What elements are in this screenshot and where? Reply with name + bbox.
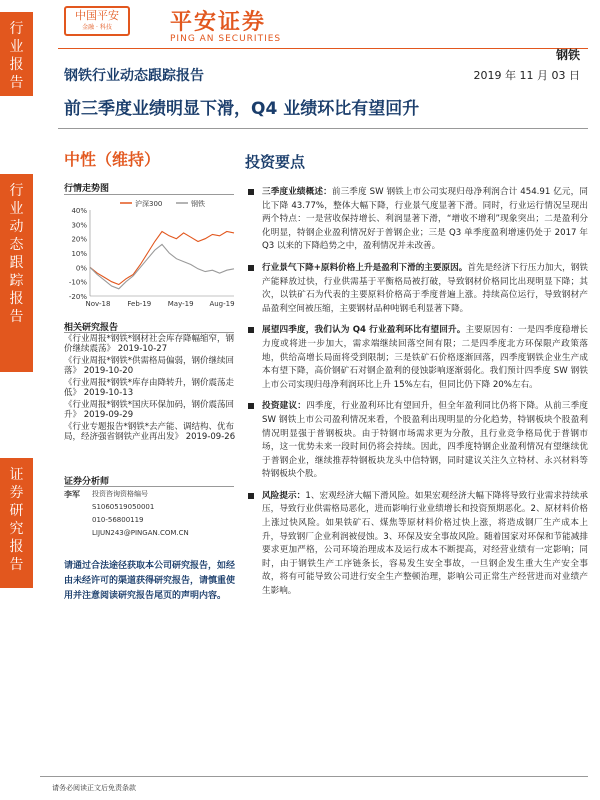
point-heading: 风险提示： bbox=[262, 490, 306, 501]
side-tab-char: 证 bbox=[9, 467, 24, 483]
headline-divider bbox=[58, 128, 588, 129]
related-item: 《行业周报*钢铁*国庆环保加码，钢价震荡回升》 2019-09-29 bbox=[64, 400, 235, 420]
ping-an-logo-text: 中国平安 bbox=[75, 9, 119, 22]
ping-an-securities-logo: 平安证券 bbox=[170, 10, 267, 35]
side-tab-char: 态 bbox=[9, 237, 24, 253]
bullet-icon bbox=[248, 403, 254, 409]
side-tab-char: 报 bbox=[9, 291, 24, 307]
analyst-name: 李军 bbox=[64, 490, 80, 499]
chart-label: 行情走势图 bbox=[64, 184, 110, 194]
analyst-title: 证券分析师 bbox=[64, 477, 110, 487]
point-decline-reason bbox=[262, 262, 588, 316]
side-tab-char: 行 bbox=[9, 183, 24, 199]
rating: 中性（维持） bbox=[64, 150, 161, 169]
analyst-license: S1060519050001 bbox=[92, 503, 155, 511]
bullet-icon bbox=[248, 265, 254, 271]
side-tab-char: 业 bbox=[9, 201, 24, 217]
side-tab-char: 告 bbox=[9, 75, 24, 91]
point-text: 四季度，行业盈利环比有望回升，但全年盈利同比仍将下降。从前三季度 SW 钢铁上市公司盈利情况来看，个股盈利出现明显的分化趋势，特钢板块个股盈利情况明显强于普钢板块。由于特钢市场需求更为分散，且行业竞争格局优于普钢市场，这一优势未来一段时间仍将会持续。因此，四季度特钢企业盈利情况有望继续优于普钢企业，继续推荐特钢板块龙头中信特钢，同时建议关注久立特材、永兴材料等特钢板块个股。 bbox=[262, 401, 588, 480]
side-tab-report-type bbox=[0, 12, 33, 96]
point-text: 首先是经济下行压力加大，钢铁产能释放过快，行业供需基于平衡格局被打破，导致钢材价格同比出现明显下降；其次，以铁矿石为代表的主要原料价格高于季度普遍上涨。持续高位运行，导致钢材产品盈利空间被压缩，主要钢材品种吨钢毛利显著下降。 bbox=[262, 262, 588, 314]
point-earnings-overview bbox=[262, 186, 588, 254]
analyst-qualification: 投资咨询资格编号 bbox=[92, 490, 148, 498]
x-tick-label: May-19 bbox=[167, 300, 194, 308]
legend-label: 沪深300 bbox=[135, 200, 163, 208]
y-tick-label: 0% bbox=[75, 264, 87, 273]
related-item: 《行业周报*钢铁*库存由降转升，钢价震荡走低》 2019-10-13 bbox=[64, 378, 235, 398]
headline: 前三季度业绩明显下滑，Q4 业绩环比有望回升 bbox=[64, 99, 420, 119]
header-divider bbox=[58, 48, 588, 49]
related-research-list bbox=[64, 334, 236, 444]
ping-an-logo bbox=[64, 6, 130, 36]
side-tab-dynamic-tracking bbox=[0, 174, 33, 372]
x-tick-label: Aug-19 bbox=[209, 300, 235, 308]
point-text: 1、宏观经济大幅下滑风险。如果宏观经济大幅下降将导致行业需求持续承压，导致行业供需格局恶化，进而影响行业业绩增长和投资预期恶化。2、原材料价格上涨过快风险。如果铁矿石、煤焦等原材料价格过快上涨，将造成钢厂生产成本上升，导致钢厂企业利润被侵蚀。3、环保及安全事故风险。随着国家对环保和节能减排要求更加严格，公司环境治理成本及运行成本不断提高，对经营业绩有一定影响；同时，由于钢铁生产工序链条长，容易发生安全事故，一旦钢企发生重大生产安全事故，将有可能导致公司进行安全生产整顿治理，影响公司正常生产经营进而对业绩产生影响。 bbox=[262, 490, 588, 597]
side-tab-char: 告 bbox=[9, 309, 24, 325]
side-tab-char: 跟 bbox=[9, 255, 24, 271]
point-investment-advice bbox=[262, 400, 588, 482]
bullet-icon bbox=[248, 493, 254, 499]
point-risk-warning bbox=[262, 490, 588, 599]
y-tick-label: 10% bbox=[71, 250, 87, 258]
report-date: 2019 年 11 月 03 日 bbox=[473, 69, 580, 82]
side-tab-char: 动 bbox=[9, 219, 24, 235]
report-type: 钢铁行业动态跟踪报告 bbox=[64, 68, 204, 84]
price-trend-chart bbox=[64, 198, 236, 316]
legend-label: 钢铁 bbox=[191, 200, 205, 208]
y-tick-label: 20% bbox=[71, 235, 87, 244]
ping-an-logo-sub: 金融 · 科技 bbox=[82, 24, 112, 31]
bullet-icon bbox=[248, 189, 254, 195]
analyst-email: LIJUN243@PINGAN.COM.CN bbox=[92, 529, 189, 537]
investment-points bbox=[262, 186, 588, 607]
side-tab-char: 研 bbox=[9, 503, 24, 519]
chart-label-divider bbox=[64, 194, 234, 195]
side-tab-char: 告 bbox=[9, 557, 24, 573]
y-tick-label: 40% bbox=[71, 207, 87, 215]
x-tick-label: Feb-19 bbox=[127, 300, 152, 308]
related-item: 《行业周报*钢铁*供需格局偏弱，钢价继续回落》 2019-10-20 bbox=[64, 356, 235, 376]
x-tick-label: Nov-18 bbox=[85, 300, 111, 308]
side-tab-char: 究 bbox=[9, 521, 24, 537]
y-tick-label: -10% bbox=[68, 278, 87, 287]
point-heading: 投资建议： bbox=[262, 401, 307, 412]
point-heading: 三季度业绩概述： bbox=[262, 187, 332, 197]
side-tab-securities-research bbox=[0, 458, 33, 588]
point-q4-outlook bbox=[262, 324, 588, 392]
ping-an-securities-english: PING AN SECURITIES bbox=[170, 34, 282, 44]
footer-note: 请务必阅读正文后免责条款 bbox=[52, 784, 136, 792]
side-tab-char: 踪 bbox=[9, 273, 24, 289]
legal-disclaimer: 请通过合法途径获取本公司研究报告，如经由未经许可的渠道获得研究报告，请慎重使用并注意阅读研究报告尾页的声明内容。 bbox=[64, 561, 236, 601]
investment-points-title: 投资要点 bbox=[245, 153, 306, 171]
y-tick-label: -20% bbox=[68, 293, 87, 301]
side-tab-char: 报 bbox=[9, 57, 24, 73]
analyst-divider bbox=[64, 486, 234, 487]
point-text: 主要原因有：一是四季度稳增长力度或将进一步加大，需求端继续回落空间有限；二是四季度北方环保限产政策落地，供给高增长局面将受到限制；三是铁矿石价格逐渐回落，四季度钢铁企业生产成本有望下降，高价钢矿石对钢企盈利的侵蚀影响逐渐弱化。我们预计四季度 SW 钢铁上市公司实现归母净利润环比上升 15%左右，但同比仍下降 20%左右。 bbox=[262, 325, 588, 390]
analyst-phone: 010-56800119 bbox=[92, 516, 144, 524]
related-item: 《行业周报*钢铁*钢材社会库存降幅缩窄，钢价继续震荡》 2019-10-27 bbox=[64, 334, 235, 354]
series-line-hs300 bbox=[90, 232, 234, 285]
point-text: 前三季度 SW 钢铁上市公司实现归母净利润合计 454.91 亿元，同比下降 43.77%，整体大幅下降，行业景气度显著下滑。同时，行业运行情况呈现出两个特点：一是营收保持增长、利润显著下滑，“增收不增利”现象突出；二是盈利分化明显，特钢企业盈利情况好于普钢企业；三是 Q3 单季度盈利增速仍处于 2017 年 Q3 以来的下降趋势之中，盈利情况并未改善。 bbox=[262, 187, 588, 252]
related-divider bbox=[64, 332, 234, 333]
bullet-icon bbox=[248, 327, 254, 333]
related-research-title: 相关研究报告 bbox=[64, 323, 119, 333]
side-tab-char: 报 bbox=[9, 539, 24, 555]
point-heading: 行业景气下降+原料价格上升是盈利下滑的主要原因。 bbox=[262, 262, 468, 273]
side-tab-char: 行 bbox=[9, 21, 24, 37]
point-heading: 展望四季度，我们认为 Q4 行业盈利环比有望回升。 bbox=[262, 325, 466, 336]
industry-label: 钢铁 bbox=[555, 48, 580, 62]
related-item: 《行业专题报告*钢铁*去产能、调结构、优布局，经济强省钢铁产业再出发》 2019-09-26 bbox=[64, 422, 236, 442]
side-tab-char: 券 bbox=[9, 485, 24, 501]
side-tab-char: 业 bbox=[9, 39, 24, 55]
y-tick-label: 30% bbox=[71, 221, 87, 230]
footer-divider bbox=[40, 776, 588, 777]
